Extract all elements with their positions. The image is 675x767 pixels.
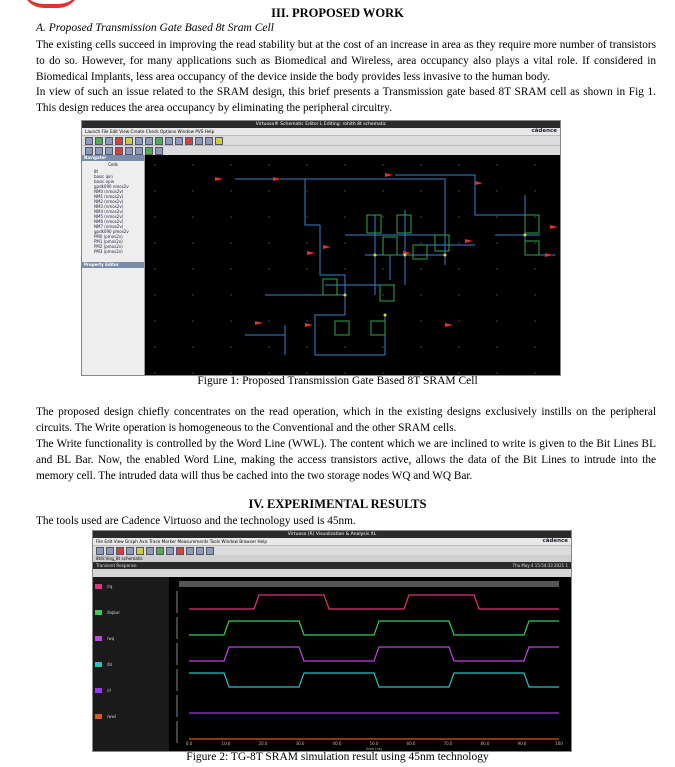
paragraph-2: In view of such an issue related to the SRAM design, this brief presents a Transmission gate based 8T SRAM cell as shown in Fig 1. This design reduces the area occupancy by eliminating the peripheral circuitry. (36, 86, 656, 114)
fig1-title-bar: Virtuoso® Schematic Editor L Editing: rohith 8t schematic (82, 121, 560, 128)
tool-icon (115, 137, 123, 145)
paragraph-4: The Write functionality is controlled by the Word Line (WWL). The content which we are inclined to write is given to the Bit Lines BL and BL Bar. Now, the enabled Word Line, making the access transistors active, allows the data of the Bit Lines to intrude into the memory cell. The intruded data will thus be cached into the two storage nodes WQ and WQ Bar. (36, 438, 656, 482)
navigator-tree-item[interactable]: NM6 (nmos2v) (94, 219, 124, 224)
fig1-toolbar-2 (82, 145, 560, 155)
tool-icon (105, 147, 113, 155)
tool-icon (145, 137, 153, 145)
signal-name: /wwl (107, 714, 117, 719)
navigator-tree-item[interactable]: basic opin (94, 179, 115, 184)
fig2-menu-items: File Edit View Graph Axis Trace Marker Measurements Tools Window Browser Help (96, 539, 268, 544)
tool-icon (205, 137, 213, 145)
fig2-signal-list (93, 577, 169, 751)
x-tick-label: 80.0 (480, 741, 490, 746)
signal-color-swatch (95, 688, 102, 693)
signal-list-item[interactable] (93, 577, 169, 603)
tool-icon (95, 147, 103, 155)
fig2-brand-logo: cādence (542, 538, 568, 544)
x-tick-label: 30.0 (295, 741, 305, 746)
paragraph-1: The existing cells succeed in improving the read stability but at the cost of an increase in area as they require more number of transistors to do so. However, for many applications such as Biomedical and Wireless, area occupancy also plays a vital role. If considered in Biomedical Implants, less area occupancy of the device inside the body provides less invasive to the human body. (36, 39, 656, 83)
fig2-tab: 8t4i:Virg_8t schematic (96, 556, 143, 561)
paragraph-3: The proposed design chiefly concentrates on the read operation, which in the existing designs exclusively instills on the peripheral circuits. The Write operation is homogeneous to the Conventional and the other SRAM cells. (36, 406, 656, 434)
tool-icon (135, 147, 143, 155)
fig1-navigator-panel (82, 155, 145, 375)
navigator-tree-item[interactable]: 8t (94, 169, 99, 174)
section-4-title: IV. EXPERIMENTAL RESULTS (248, 497, 427, 511)
signal-name: /wq (107, 636, 115, 641)
fig1-toolbar (82, 135, 560, 145)
navigator-tree-item[interactable]: NM0 (nmos2v) (94, 189, 124, 194)
tool-icon (116, 547, 124, 555)
navigator-tree-item[interactable]: PM3 (pmos2v) (94, 249, 123, 254)
tool-icon (85, 147, 93, 155)
navigator-tree-item[interactable]: PM1 (pmos2v) (94, 239, 123, 244)
navigator-tree-item[interactable]: gpdk090 pmos2v (94, 229, 129, 234)
navigator-tree-item[interactable]: NM1 (nmos2v) (94, 194, 124, 199)
navigator-tree-item[interactable]: basic ipin (94, 174, 113, 179)
cells-label: Cells (108, 162, 118, 167)
fig1-schematic-canvas (145, 155, 560, 375)
fig2-tab-bar (93, 555, 571, 562)
navigator-tree-item[interactable]: NM4 (nmos2v) (94, 209, 124, 214)
tool-icon (176, 547, 184, 555)
signal-list-item[interactable] (93, 707, 169, 733)
fig1-menu-items: Launch File Edit View Create Check Options Window PVS Help (85, 129, 215, 134)
tool-icon (125, 147, 133, 155)
tool-icon (156, 547, 164, 555)
navigator-tree (82, 169, 144, 254)
navigator-tree-item[interactable]: PM0 (pmos2v) (94, 234, 123, 239)
fig2-toolbar (93, 545, 571, 555)
signal-name: /rq (107, 584, 113, 589)
signal-name: /rl (107, 688, 112, 693)
tool-icon (95, 137, 103, 145)
x-tick-label: 10.0 (221, 741, 231, 746)
figure-1-caption: Figure 1: Proposed Transmission Gate Based 8T SRAM Cell (197, 375, 478, 387)
tool-icon (196, 547, 204, 555)
panel-title: Transient Response (96, 563, 137, 568)
figure-2-caption: Figure 2: TG-8T SRAM simulation result using 45nm technology (186, 751, 489, 763)
signal-name: /bqbar (107, 610, 121, 615)
fig1-menu-bar (82, 128, 560, 135)
tool-icon (185, 137, 193, 145)
signal-list-item[interactable] (93, 603, 169, 629)
tool-icon (166, 547, 174, 555)
paragraph-5: The tools used are Cadence Virtuoso and the technology used is 45nm. (36, 515, 356, 527)
signal-name: /bl (107, 662, 112, 667)
tool-icon (175, 137, 183, 145)
section-3-title: III. PROPOSED WORK (271, 6, 404, 20)
x-tick-label: 70.0 (443, 741, 453, 746)
tool-icon (165, 137, 173, 145)
x-tick-label: 60.0 (406, 741, 416, 746)
x-tick-label: 90.0 (517, 741, 527, 746)
tool-icon (126, 547, 134, 555)
panel-timestamp: Thu May 4 15:54:33 2021 1 (512, 563, 568, 568)
fig2-title-bar: Virtuoso (R) Visualization & Analysis XL (93, 531, 571, 538)
navigator-title: Navigator (82, 155, 144, 161)
x-tick-label: 100 (555, 741, 563, 746)
tool-icon (146, 547, 154, 555)
fig1-brand-logo: cādence (531, 128, 557, 134)
tool-icon (96, 547, 104, 555)
tool-icon (136, 547, 144, 555)
tool-icon (85, 137, 93, 145)
tool-icon (105, 137, 113, 145)
signal-color-swatch (95, 636, 102, 641)
navigator-tree-item[interactable]: NM7 (nmos2v) (94, 224, 124, 229)
fig2-waveform-canvas (169, 577, 571, 751)
tool-icon (215, 137, 223, 145)
figure-1-screenshot (81, 120, 561, 376)
x-tick-label: 20.0 (258, 741, 268, 746)
tool-icon (155, 147, 163, 155)
x-tick-label: 0.0 (185, 741, 193, 746)
navigator-tree-item[interactable]: gpdk090 nmos2v (94, 184, 129, 189)
x-axis-label: time (ns) (366, 747, 382, 751)
x-tick-label: 40.0 (332, 741, 342, 746)
signal-color-swatch (95, 662, 102, 667)
navigator-tree-item[interactable]: PM2 (pmos2v) (94, 244, 123, 249)
fig2-panel-header (93, 562, 571, 569)
tool-icon (135, 137, 143, 145)
x-tick-label: 50.0 (369, 741, 379, 746)
navigator-tree-item[interactable]: NM5 (nmos2v) (94, 214, 124, 219)
property-editor-title: Property Editor (82, 262, 144, 268)
tool-icon (155, 137, 163, 145)
fig2-menu-bar (93, 538, 571, 545)
time-scroll-bar (179, 581, 559, 587)
signal-list-item[interactable] (93, 629, 169, 655)
signal-list-item[interactable] (93, 681, 169, 707)
navigator-tree-item[interactable]: NM2 (nmos2v) (94, 199, 124, 204)
navigator-tree-item[interactable]: NM3 (nmos2v) (94, 204, 124, 209)
signal-color-swatch (95, 610, 102, 615)
subsection-title: A. Proposed Transmission Gate Based 8t Sram Cell (36, 22, 274, 34)
signal-color-swatch (95, 584, 102, 589)
figure-2-screenshot (92, 530, 572, 752)
tool-icon (186, 547, 194, 555)
tool-icon (145, 147, 153, 155)
tool-icon (115, 147, 123, 155)
tool-icon (206, 547, 214, 555)
tool-icon (125, 137, 133, 145)
tool-icon (106, 547, 114, 555)
signal-color-swatch (95, 714, 102, 719)
signal-list-item[interactable] (93, 655, 169, 681)
tool-icon (195, 137, 203, 145)
